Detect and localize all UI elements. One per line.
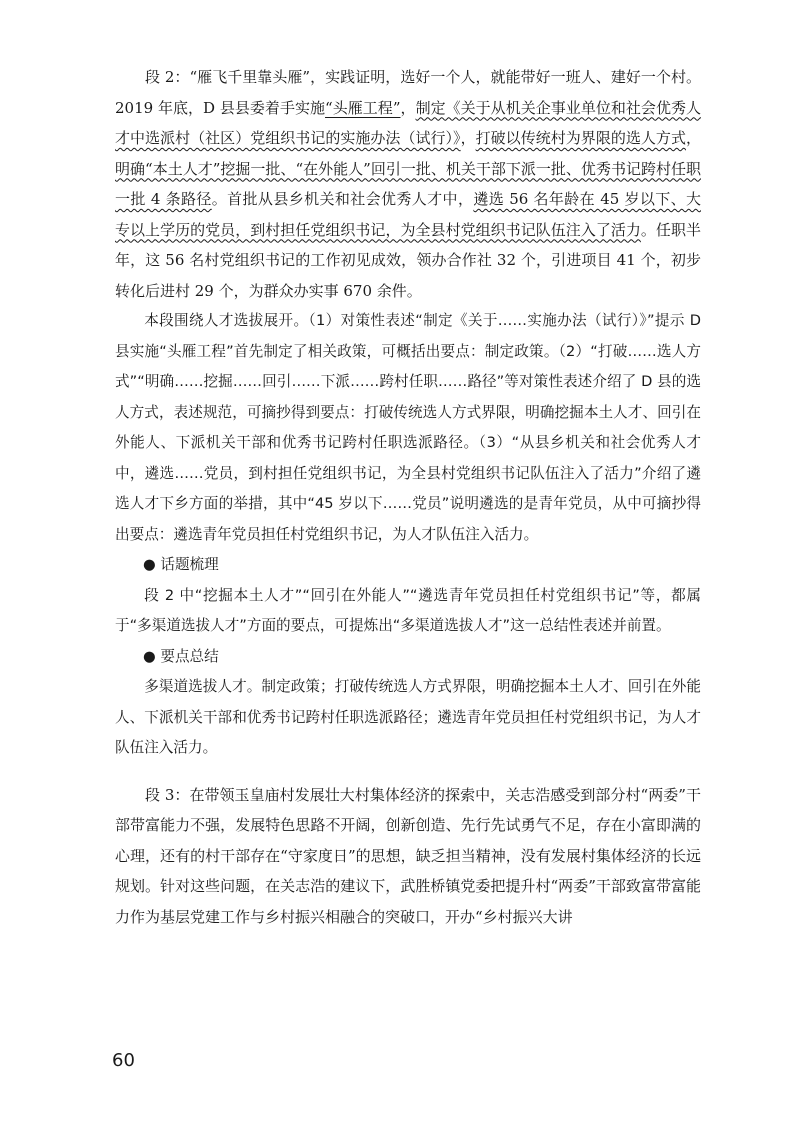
p2-wavy-policy: 制定《关于从机关企事业单位和社会优秀人才中选派村（社区）党组织书记的实施办法（试行）》 [115,98,701,147]
p2-text: 段 2：“雁飞千里靠头雁”，实践证明，选好一个人，就能带好一班人、建好一个村。2019 年底，D 县县委着手实施 [115,68,701,117]
summary-paragraph: 多渠道选拔人才。制定政策；打破传统选人方式界限，明确挖掘本土人才、回引在外能人、下派机关干部和优秀书记跨村任职选派路径；遴选青年党员担任村党组织书记，为人才队伍注入活力。 [115,678,701,756]
p2-text: ， [460,129,476,147]
p2-wavy-break: 打破以传统村为界限的选人方式 [475,129,686,147]
paragraph-3: 段 3：在带领玉皇庙村发展壮大村集体经济的探索中，关志浩感受到部分村“两委”干部带富能力不强，发展特色思路不开阔，创新创造、先行先试勇气不足，存在小富即满的心理，还有的村干部存在“守家度日”的思想，缺乏担当精神，没有发展村集体经济的长远规划。针对这些问题，在关志浩的建议下，武胜桥镇党委把提升村“两委”干部致富带富能力作为基层党建工作与乡村振兴相融合的突破口，开办“乡村振兴大讲 [115,785,701,926]
p2-text: 。首批从县乡机关和社会优秀人才中， [211,190,474,208]
p2-wavy-paths: 明确“本土人才”挖掘一批、“在外能人”回引一批、机关干部下派一批、优秀书记跨村任职一批 4 条路径 [115,159,701,208]
p2-text: ， [400,98,416,117]
p2-text: 。任职半年，这 56 名村党组织书记的工作初见成效，领办合作社 32 个，引进项目 41 个，初步转化后进村 29 个，为群众办实事 670 余件。 [115,220,701,300]
p2-wavy-select: 遴选 56 名年龄在 45 岁以下、大专以上学历的党员，到村担任党组织书记，为全县村党组织书记队伍注入了活力 [115,190,701,239]
summary-heading: ● 要点总结 [143,647,219,665]
page-content [115,62,701,932]
section-gap [115,764,701,780]
page-number: 60 [112,1050,135,1071]
p2-underline-toupin: “头雁工程” [325,98,401,117]
paragraph-2 [115,62,701,306]
explanation-paragraph: 本段围绕人才选拔展开。（1）对策性表述“制定《关于……实施办法（试行）》”提示 D 县实施“头雁工程”首先制定了相关政策，可概括出要点：制定政策。（2）“打破……选人方式”“明确……挖掘……回引……下派……跨村任职……路径”等对策性表述介绍了 D 县的选人方式，表述规范，可摘抄得到要点：打破传统选人方式界限，明确挖掘本土人才、回引在外能人、下派机关干部和优秀书记跨村任职选派路径。（3）“从县乡机关和社会优秀人才中，遴选……党员，到村担任党组织书记，为全县村党组织书记队伍注入了活力”介绍了遴选人才下乡方面的举措，其中“45 岁以下……党员”说明遴选的是青年党员，从中可摘抄得出要点：遴选青年党员担任村党组织书记，为人才队伍注入活力。 [115,312,701,543]
topic-paragraph: 段 2 中“挖掘本土人才”“回引在外能人”“遴选青年党员担任村党组织书记”等，都属于“多渠道选拔人才”方面的要点，可提炼出“多渠道选拔人才”这一总结性表述并前置。 [115,586,701,634]
p2-text: ， [685,129,701,147]
topic-heading: ● 话题梳理 [143,556,219,573]
